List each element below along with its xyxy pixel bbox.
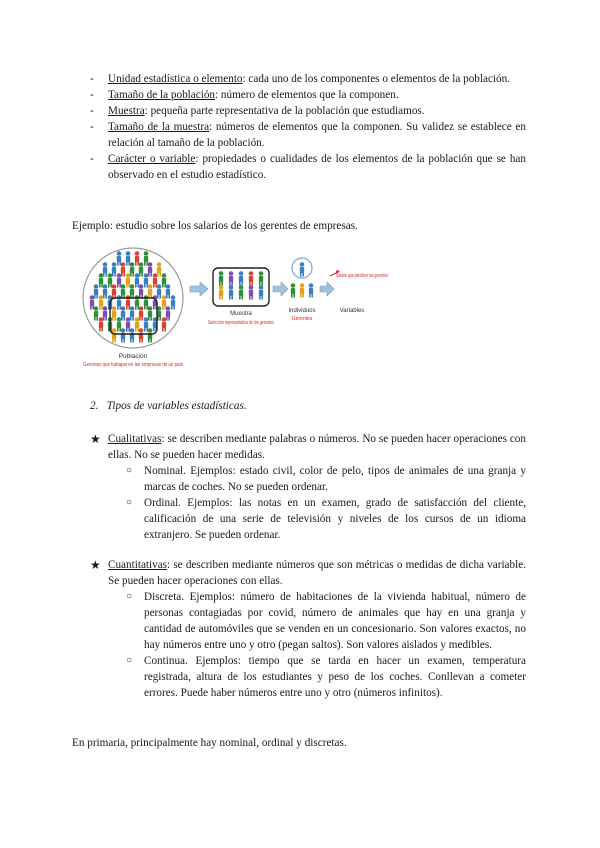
definition-text: : pequeña parte representativa de la población que estudiamos.	[144, 105, 425, 117]
definition-item	[90, 87, 526, 103]
definition-text: : propiedades o cualidades de los elementos de la población que se han observado en el estudio estadístico.	[108, 153, 526, 181]
definition-term: Tamaño de la muestra	[108, 121, 210, 133]
list-item: Discreta. Ejemplos: número de habitaciones de la vivienda habitual, número de personas contagiadas por covid, número de animales que hay en una granja y cantidad de automóviles que se venden en un concesionario. Son valores exactos, no hay números entre uno y otro (pegan saltos). Son valores aislados y medibles.	[144, 591, 526, 651]
list-item: Continua. Ejemplos: tiempo que se tarda en hacer un examen, temperatura registrada, altura de los estudiantes y peso de los coches. Conllevan a cometer errores. Puede haber números entre uno y otro (números infinitos).	[144, 655, 526, 699]
arrow-icon	[320, 282, 334, 296]
dash-bullet: -	[90, 105, 94, 117]
cuantitativas-text: : se describen mediante números que son métricas o medidas de dicha variable. Se pueden hacer operaciones con ellas.	[108, 559, 526, 587]
cualitativas-block	[90, 431, 526, 543]
circle-bullet-icon: ○	[126, 591, 133, 602]
section-number: 2.	[90, 400, 99, 412]
star-bullet-icon: ★	[90, 432, 101, 446]
definition-item	[90, 71, 526, 87]
definition-item	[90, 119, 526, 151]
list-item: Ordinal. Ejemplos: las notas en un examen, grado de satisfacción del cliente, calificación de una serie de televisión y niveles de los cursos de un idioma extranjero. Se pueden ordenar.	[144, 497, 526, 541]
variables-caption: Salario que perciben los gerentes	[336, 273, 389, 279]
dash-bullet: -	[90, 153, 94, 165]
individuos-label: Individuos	[288, 308, 316, 314]
definition-term: Muestra	[108, 105, 145, 117]
variables-label: Variables	[339, 308, 365, 314]
muestra-caption: Selección representativa de los gerentes	[208, 320, 275, 326]
definition-term: Carácter o variable	[108, 153, 196, 165]
arrow-icon	[190, 282, 208, 296]
person-icon	[291, 283, 296, 297]
circle-bullet-icon: ○	[126, 655, 133, 666]
person-icon	[300, 283, 305, 297]
definition-text: : número de elementos que la componen.	[215, 89, 399, 101]
closing-line: En primaria, principalmente hay nominal, ordinal y discretas.	[72, 737, 347, 749]
section-title: Tipos de variables estadísticas.	[106, 400, 247, 412]
star-bullet-icon: ★	[90, 558, 101, 572]
muestra-label: Muestra	[230, 311, 252, 317]
poblacion-caption: Gerentes que trabajan en las empresas de un país	[83, 362, 184, 368]
cuantitativas-block	[90, 557, 526, 701]
cualitativas-text: : se describen mediante palabras o números. No se pueden hacer operaciones con ellas. No se pueden hacer medidas.	[108, 433, 526, 461]
definition-item	[90, 103, 526, 119]
person-icon	[309, 283, 314, 297]
definition-text: : cada uno de los componentes o elementos de la población.	[242, 73, 511, 85]
list-item: Nominal. Ejemplos: estado civil, color de pelo, tipos de animales de una granja y marcas de coches. No se pueden ordenar.	[144, 465, 526, 493]
population-sample-diagram	[80, 242, 410, 384]
definition-item	[90, 151, 526, 183]
circle-bullet-icon: ○	[126, 465, 133, 476]
section-heading	[90, 398, 247, 414]
dash-bullet: -	[90, 73, 94, 85]
dash-bullet: -	[90, 89, 94, 101]
example-line: Ejemplo: estudio sobre los salarios de los gerentes de empresas.	[72, 220, 358, 232]
cualitativas-term: Cualitativas	[108, 433, 162, 445]
definition-term: Tamaño de la población	[108, 89, 216, 101]
definition-term: Unidad estadística o elemento	[108, 73, 243, 85]
poblacion-label: Población	[118, 353, 148, 360]
definitions-list	[90, 71, 526, 183]
circle-bullet-icon: ○	[126, 497, 133, 508]
arrow-icon	[273, 282, 288, 296]
individuos-caption: Gerentes	[291, 316, 313, 322]
cuantitativas-term: Cuantitativas	[108, 559, 168, 571]
definition-text: : números de elementos que la componen. Su validez se establece en relación al tamaño de la población.	[108, 121, 526, 149]
dash-bullet: -	[90, 121, 94, 133]
